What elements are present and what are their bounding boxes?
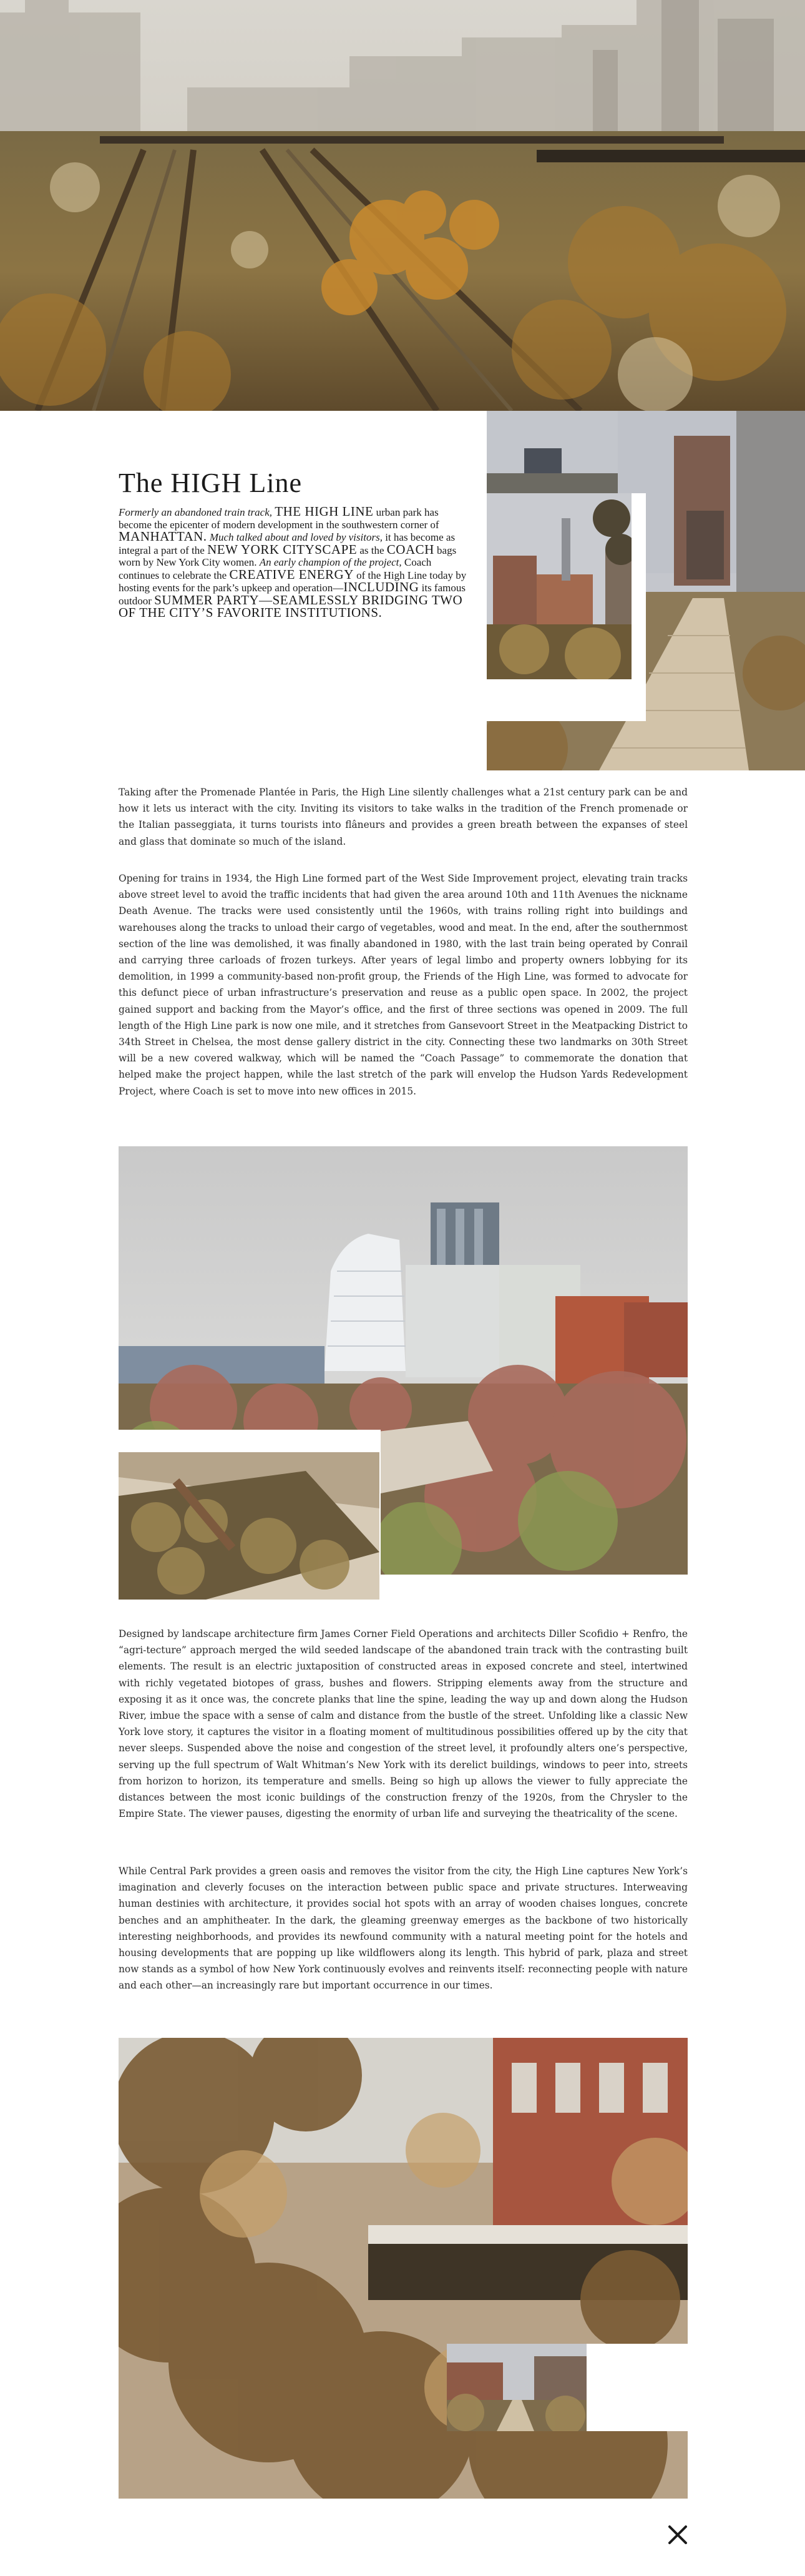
body-paragraph-3: Designed by landscape architecture firm James Corner Field Operations and architects Diller Scofidio + Renfro, the “agri-tecture” approach merged the wild seeded landscape of the abandoned train track with the contrasting built elements. The result is an electric juxtaposition of constructed areas in exposed concrete and steel, intertwined with richly vegetated biotopes of grass, bushes and flowers. Stripping elements away from the structure and exposing it as it once was, the concrete planks that line the spine, leading the way up and down along the Hudson River, imbue the space with a sense of calm and distance from the bustle of the street. Unfolding like a classic New York love story, it captures the visitor in a floating moment of multitudinous possibilities offered up by the city that never sleeps. Suspended above the noise and congestion of the street level, it profoundly alters one’s perspective, serving up the full spectrum of Walt Whitman’s New York with its derelict buildings, windows to peer into, streets from horizon to horizon, its temperature and smells. Being so high up allows the viewer to fully appreciate the distances between the most iconic buildings of the construction frenzy of the 1920s, from the Chrysler to the Empire State. The viewer pauses, digesting the enormity of urban life and surveying the theatricality of the scene. xyxy=(119,1628,688,1820)
intro-part10: bags worn by New York City women. xyxy=(119,544,457,568)
body-paragraph-4: While Central Park provides a green oasis and removes the visitor from the city, the High Line captures New York’s imagination and cleverly focuses on the interaction between public space and private structures. Interweaving human destinies with architecture, it provides social hot spots with an array of wooden chaises longues, concrete benches and an amphitheater. In the dark, the gleaming greenway emerges as the backbone of two historically interesting neighborhoods, and provides its newfound community with a natural meeting point for the hotels and housing developments that are popping up like wildflowers along its length. This hybrid of park, plaza and street now stands as a symbol of how New York continuously evolves and reinvents itself: reconnecting people with nature and each other—an increasingly rare but important occurrence in our times. xyxy=(119,1866,688,1992)
intro-part17: SUMMER PARTY—SEAMLESSLY BRIDGING TWO OF THE CITY’S FAVORITE INSTITUTIONS. xyxy=(119,592,463,620)
intro-part8: as the xyxy=(359,544,384,556)
intro-part4: MANHATTAN. xyxy=(119,529,207,544)
intro-part16: its famous outdoor xyxy=(119,582,466,607)
intro-part3: urban park has become the epicenter of modern development in the southwestern corner of xyxy=(119,506,439,531)
buildings-strip-photo xyxy=(487,411,618,493)
close-icon xyxy=(667,2524,688,2545)
intro-part2: THE HIGH LINE xyxy=(275,504,374,519)
intro-part9: COACH xyxy=(386,541,434,557)
intro-part6: it has become as integral a part of the xyxy=(119,531,456,556)
close-button[interactable] xyxy=(665,2522,690,2547)
intro-part12: Coach continues to celebrate the xyxy=(119,556,432,581)
intro-part15: INCLUDING xyxy=(343,579,419,594)
intro-part11: An early champion of the project, xyxy=(259,556,402,568)
walkway-inset-photo xyxy=(447,2344,587,2431)
intro-part5: Much talked about and loved by visitors, xyxy=(209,531,383,543)
planter-inset-photo xyxy=(119,1452,379,1600)
hero-photo-tracks xyxy=(0,0,805,411)
intro-part7: NEW YORK CITYSCAPE xyxy=(207,541,358,557)
skyline-inset-photo xyxy=(487,493,632,679)
intro-part14: of the High Line today by hosting events for the park’s upkeep and operation— xyxy=(119,569,467,594)
body-paragraph-1: Taking after the Promenade Plantée in Paris, the High Line silently challenges what a 21st century park can be and how it lets us interact with the city. Inviting its visitors to take walks in the tradition of the French promenade or the Italian passeggiata, it turns tourists into flâneurs and provides a green breath between the expanses of steel and glass that dominate so much of the island. xyxy=(119,787,688,847)
article-title: The HIGH Line xyxy=(119,468,303,498)
intro-part1: Formerly an abandoned train track, xyxy=(119,506,272,518)
article-intro xyxy=(119,506,468,620)
intro-part13: CREATIVE ENERGY xyxy=(229,566,354,582)
body-paragraph-2: Opening for trains in 1934, the High Line formed part of the West Side Improvement project, elevating train tracks above street level to avoid the traffic incidents that had given the area around 10th and 11th Avenues the nickname Death Avenue. The tracks were used consistently until the 1960s, with trains rolling right into buildings and warehouses along the tracks to unload their cargo of vegetables, wood and meat. In the end, after the southernmost section of the line was demolished, it was finally abandoned in 1980, with the last train being operated by Conrail and carrying three carloads of frozen turkeys. After years of legal limbo and property owners lobbying for its demolition, in 1999 a community-based non-profit group, the Friends of the High Line, was formed to advocate for this defunct piece of urban infrastructure’s preservation and reuse as a public open space. In 2002, the project gained support and backing from the Mayor’s office, and the first of three sections was opened in 2009. The full length of the High Line park is now one mile, and it stretches from Gansevoort Street in the Meatpacking District to 34th Street in Chelsea, the most dense gallery district in the city. Connecting these two landmarks on 30th Street will be a new covered walkway, which will be named the “Coach Passage” to commemorate the donation that helped make the project happen, while the last stretch of the park will envelop the Hudson Yards Redevelopment Project, where Coach is set to move into new offices in 2015. xyxy=(119,873,688,1097)
